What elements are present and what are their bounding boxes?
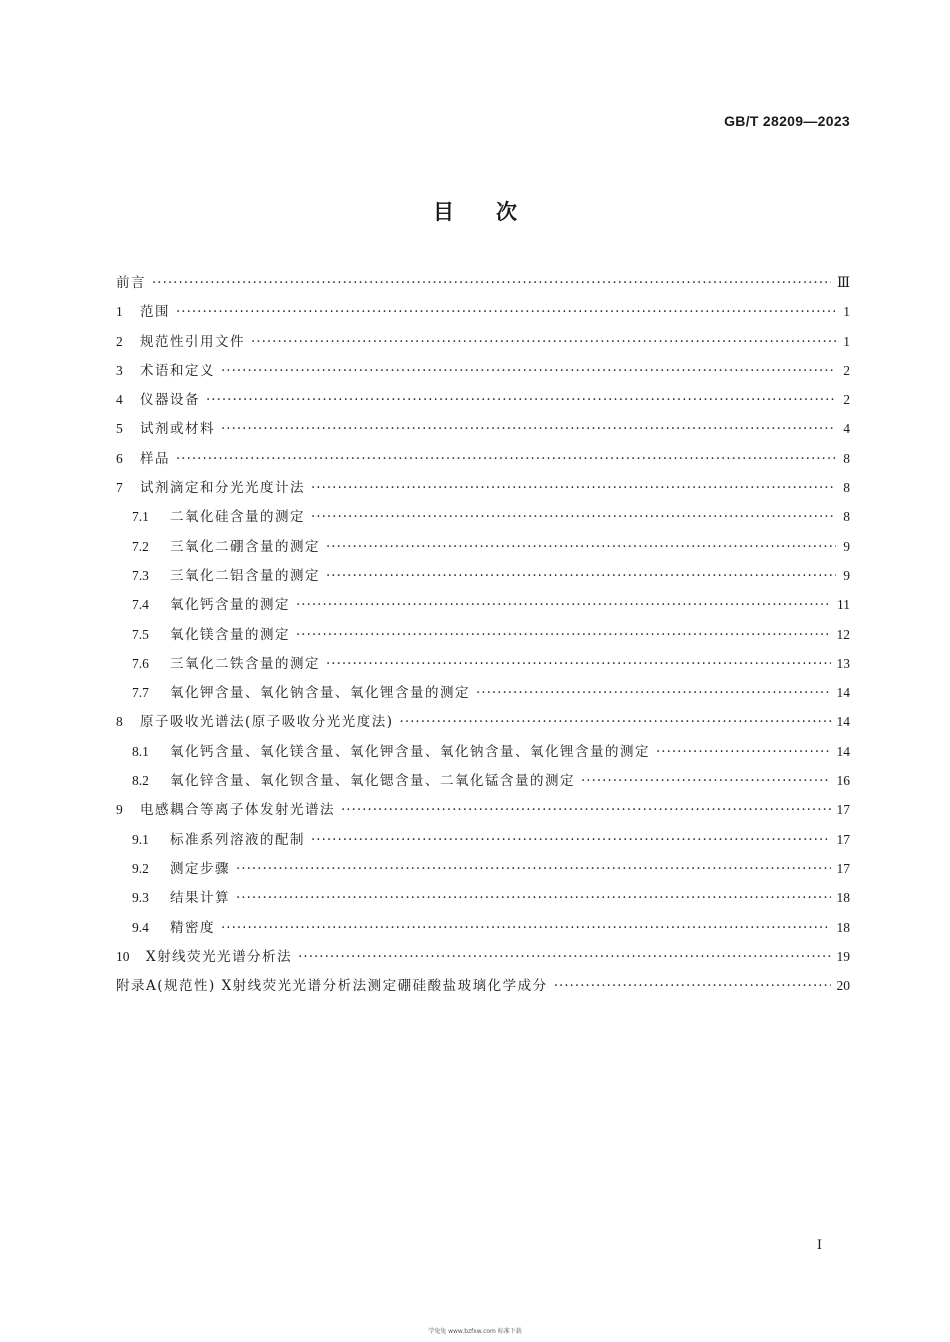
- toc-entry-number: 9.3: [132, 890, 149, 906]
- toc-entry-number: 7: [116, 480, 123, 496]
- toc-entry-page: 17: [836, 802, 850, 818]
- dot-leader: [236, 861, 831, 877]
- toc-entry-label: 标准系列溶液的配制: [170, 831, 305, 848]
- dot-leader: [296, 597, 831, 613]
- dot-leader: [656, 744, 831, 760]
- toc-entry-label: 电感耦合等离子体发射光谱法: [140, 802, 335, 819]
- toc-entry-number: 7.6: [132, 655, 149, 671]
- dot-leader: [152, 275, 831, 291]
- toc-entry[interactable]: [116, 300, 850, 329]
- dot-leader: [236, 890, 831, 906]
- toc-entry[interactable]: [116, 359, 850, 388]
- toc-entry[interactable]: [116, 945, 850, 974]
- toc-entry[interactable]: [116, 564, 850, 593]
- toc-entry-page: 11: [837, 597, 850, 613]
- dot-leader: [311, 509, 836, 525]
- toc-entry-page: 8: [843, 450, 850, 466]
- toc-entry-label: 前言: [116, 275, 146, 291]
- toc-entry-number: 7.4: [132, 597, 149, 613]
- toc-entry-number: 2: [116, 333, 123, 349]
- toc-entry-number: 9: [116, 802, 123, 818]
- toc-entry-page: 4: [843, 421, 850, 437]
- toc-entry-number: 7.5: [132, 626, 149, 642]
- toc-entry-number: 8.1: [132, 743, 149, 759]
- dot-leader: [476, 685, 831, 701]
- toc-entry[interactable]: [116, 798, 850, 827]
- toc-entry-number: 7.2: [132, 538, 149, 554]
- toc-entry[interactable]: [116, 681, 850, 710]
- dot-leader: [581, 773, 831, 789]
- toc-entry-number: 9.2: [132, 860, 149, 876]
- toc-entry-label: 二氧化硅含量的测定: [170, 509, 305, 526]
- toc-entry-page: 18: [836, 919, 850, 935]
- toc-entry-page: 12: [836, 626, 850, 642]
- toc-entry[interactable]: [116, 476, 850, 505]
- dot-leader: [298, 949, 830, 965]
- toc-entry-number: 4: [116, 392, 123, 408]
- toc-entry[interactable]: [116, 417, 850, 446]
- toc-entry-page: 9: [843, 538, 850, 554]
- toc-entry-label: X射线荧光光谱分析法: [146, 948, 293, 965]
- dot-leader: [326, 568, 836, 584]
- toc-entry-page: 13: [836, 655, 850, 671]
- dot-leader: [221, 920, 831, 936]
- toc-entry-label: 范围: [140, 304, 170, 321]
- toc-entry-label: 氧化镁含量的测定: [170, 626, 290, 643]
- toc-entry-label: 规范性引用文件: [140, 333, 245, 350]
- toc-entry[interactable]: [116, 740, 850, 769]
- toc-entry[interactable]: [116, 505, 850, 534]
- toc-entry-label: 附录A(规范性) X射线荧光光谱分析法测定硼硅酸盐玻璃化学成分: [116, 978, 548, 995]
- toc-entry-number: 6: [116, 450, 123, 466]
- toc-entry-page: 14: [836, 743, 850, 759]
- toc-entry[interactable]: [116, 916, 850, 945]
- toc-entry-label: 氧化钙含量、氧化镁含量、氧化钾含量、氧化钠含量、氧化锂含量的测定: [170, 743, 650, 760]
- toc-entry[interactable]: [116, 886, 850, 915]
- toc-entry-page: 17: [836, 831, 850, 847]
- dot-leader: [554, 978, 831, 994]
- toc-entry[interactable]: [116, 857, 850, 886]
- toc-entry[interactable]: [116, 593, 850, 622]
- toc-entry[interactable]: [116, 535, 850, 564]
- toc-entry-number: 9.1: [132, 831, 149, 847]
- toc-entry-page: 1: [843, 304, 850, 320]
- table-of-contents: [116, 271, 850, 1003]
- toc-entry-page: 14: [836, 714, 850, 730]
- toc-entry-label: 三氧化二硼含量的测定: [170, 538, 320, 555]
- toc-entry-page: 17: [836, 860, 850, 876]
- dot-leader: [176, 451, 836, 467]
- dot-leader: [341, 802, 831, 818]
- footer-watermark: 学兔兔 www.bzfxw.com 标准下载: [428, 1328, 522, 1335]
- toc-entry-label: 原子吸收光谱法(原子吸收分光光度法): [140, 714, 394, 731]
- toc-entry[interactable]: [116, 828, 850, 857]
- dot-leader: [176, 304, 836, 320]
- toc-entry-page: 14: [836, 685, 850, 701]
- toc-entry-label: 样品: [140, 450, 170, 467]
- toc-entry[interactable]: [116, 447, 850, 476]
- toc-entry-number: 7.7: [132, 685, 149, 701]
- toc-entry-label: 三氧化二铝含量的测定: [170, 567, 320, 584]
- toc-entry[interactable]: [116, 974, 850, 1003]
- toc-entry-label: 仪器设备: [140, 392, 200, 409]
- toc-entry-label: 氧化钙含量的测定: [170, 597, 290, 614]
- toc-entry-page: 8: [843, 480, 850, 496]
- toc-entry-label: 精密度: [170, 919, 215, 936]
- toc-entry-number: 7.3: [132, 567, 149, 583]
- toc-entry[interactable]: [116, 623, 850, 652]
- dot-leader: [400, 714, 831, 730]
- toc-entry-page: 2: [843, 362, 850, 378]
- toc-entry-page: 19: [836, 948, 850, 964]
- toc-entry-number: 9.4: [132, 919, 149, 935]
- toc-entry-page: 1: [843, 333, 850, 349]
- toc-entry-number: 8.2: [132, 773, 149, 789]
- toc-entry-number: 1: [116, 304, 123, 320]
- toc-entry-number: 10: [116, 948, 130, 964]
- dot-leader: [296, 627, 831, 643]
- toc-entry-number: 7.1: [132, 509, 149, 525]
- toc-entry-page: 20: [836, 978, 850, 994]
- toc-entry-number: 3: [116, 362, 123, 378]
- toc-entry-number: 5: [116, 421, 123, 437]
- toc-entry-label: 试剂滴定和分光光度计法: [140, 480, 305, 497]
- dot-leader: [221, 421, 836, 437]
- toc-entry-label: 结果计算: [170, 890, 230, 907]
- dot-leader: [311, 832, 831, 848]
- dot-leader: [326, 539, 836, 555]
- toc-entry[interactable]: [116, 388, 850, 417]
- toc-entry-page: 9: [843, 567, 850, 583]
- toc-entry-number: 8: [116, 714, 123, 730]
- page-title: 目次: [433, 200, 559, 224]
- dot-leader: [221, 363, 836, 379]
- toc-entry[interactable]: [116, 710, 850, 739]
- toc-entry-label: 术语和定义: [140, 362, 215, 379]
- toc-entry-page: 2: [843, 392, 850, 408]
- standard-code: GB/T 28209—2023: [724, 113, 850, 129]
- toc-entry-page: 8: [843, 509, 850, 525]
- toc-entry[interactable]: [116, 330, 850, 359]
- toc-entry-page: 18: [836, 890, 850, 906]
- toc-entry[interactable]: [116, 769, 850, 798]
- toc-entry[interactable]: [116, 652, 850, 681]
- dot-leader: [311, 480, 836, 496]
- toc-entry-label: 测定步骤: [170, 860, 230, 877]
- toc-entry-label: 氧化钾含量、氧化钠含量、氧化锂含量的测定: [170, 685, 470, 702]
- page-number: Ⅰ: [816, 1237, 822, 1252]
- toc-entry-label: 氧化锌含量、氧化钡含量、氧化锶含量、二氧化锰含量的测定: [170, 773, 575, 790]
- toc-entry-page: 16: [836, 773, 850, 789]
- toc-entry[interactable]: [116, 271, 850, 300]
- toc-entry-page: Ⅲ: [836, 275, 850, 290]
- toc-entry-label: 试剂或材料: [140, 421, 215, 438]
- toc-entry-label: 三氧化二铁含量的测定: [170, 655, 320, 672]
- dot-leader: [251, 334, 836, 350]
- dot-leader: [206, 392, 836, 408]
- dot-leader: [326, 656, 831, 672]
